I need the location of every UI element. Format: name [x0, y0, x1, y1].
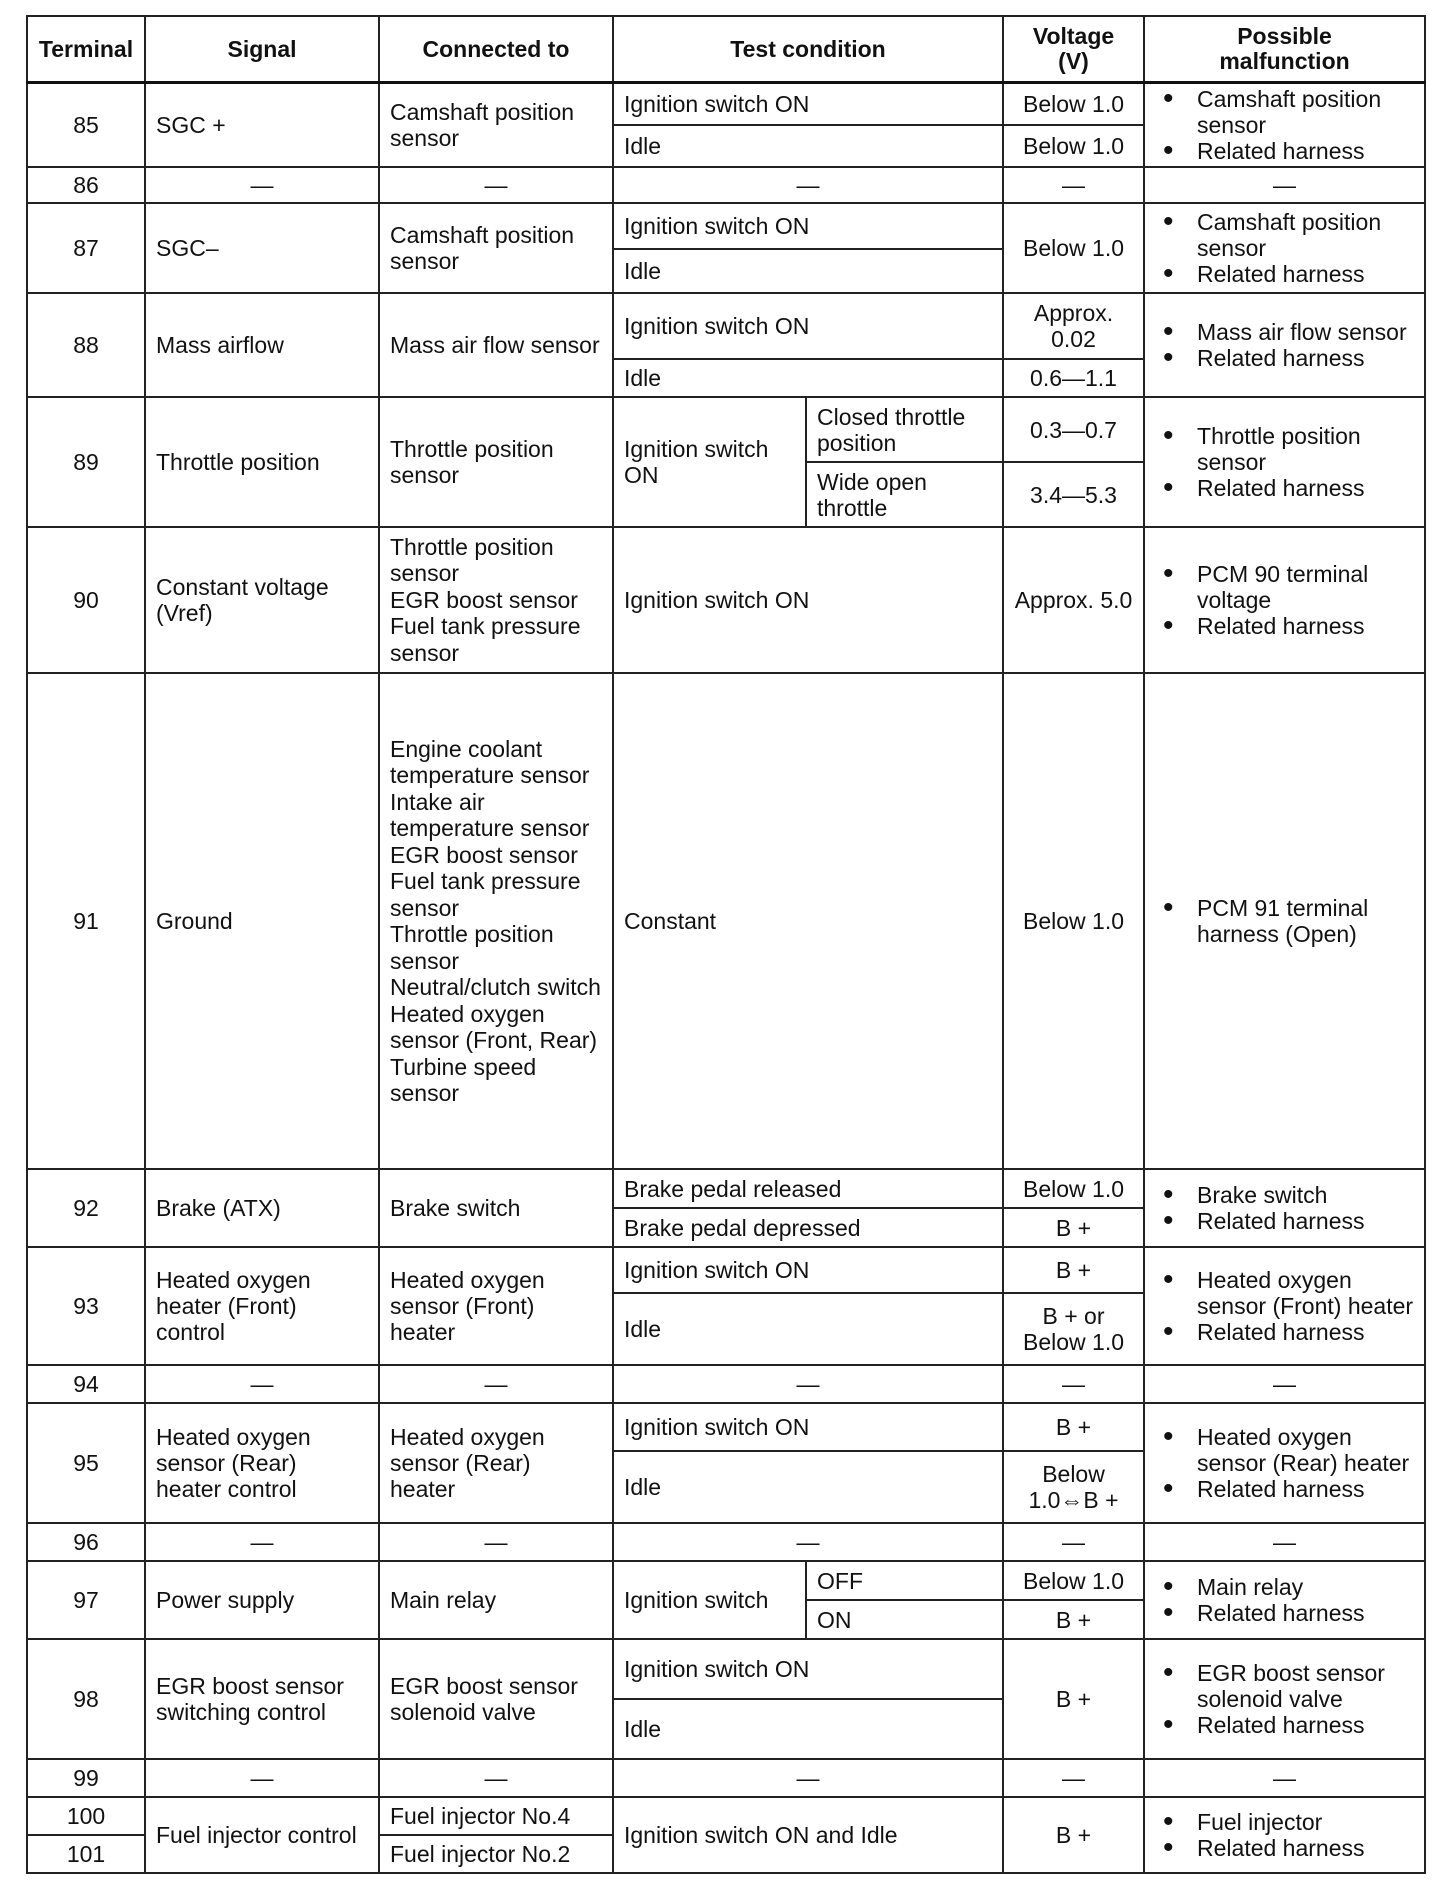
- connected-cell: Heated oxygen sensor (Front) heater: [379, 1247, 613, 1365]
- condition-cell: —: [613, 1365, 1003, 1403]
- connected-item: Fuel tank pressure sensor: [390, 613, 581, 666]
- voltage-cell: —: [1003, 1523, 1144, 1561]
- voltage-cell: B + or Below 1.0: [1003, 1293, 1144, 1365]
- malfunction-item: • PCM 90 terminal voltage: [1163, 561, 1414, 613]
- table-row-93: [27, 1247, 1425, 1293]
- table-row-92: [27, 1169, 1425, 1208]
- header-terminal: Terminal: [27, 16, 145, 83]
- condition-cell: —: [613, 1523, 1003, 1561]
- table-row-88: [27, 293, 1425, 359]
- signal-cell: Ground: [145, 673, 379, 1169]
- malfunction-item: • Brake switch: [1163, 1182, 1414, 1208]
- terminal-number: 92: [27, 1169, 145, 1247]
- connected-item: EGR boost sensor: [390, 841, 578, 868]
- table-row-87: [27, 203, 1425, 249]
- connected-cell: Camshaft position sensor: [379, 83, 613, 168]
- terminal-number: 86: [27, 167, 145, 203]
- connected-cell: Mass air flow sensor: [379, 293, 613, 397]
- malfunction-item: • Related harness: [1163, 345, 1414, 371]
- malfunction-item: • Related harness: [1163, 1835, 1414, 1861]
- malfunction-cell: —: [1144, 1365, 1425, 1403]
- condition-cell: Brake pedal depressed: [613, 1208, 1003, 1247]
- voltage-cell: Approx. 0.02: [1003, 293, 1144, 359]
- malfunction-list: [1144, 83, 1425, 168]
- malfunction-list: [1144, 1639, 1425, 1759]
- header-row: [27, 16, 1425, 83]
- terminal-number: 99: [27, 1759, 145, 1797]
- voltage-cell: —: [1003, 167, 1144, 203]
- connected-item: Intake air temperature sensor: [390, 788, 590, 841]
- signal-cell: —: [145, 167, 379, 203]
- malfunction-item: • Related harness: [1163, 261, 1414, 287]
- connected-item: Fuel tank pressure sensor: [390, 868, 581, 921]
- connected-cell: —: [379, 167, 613, 203]
- terminal-number: 101: [27, 1835, 145, 1873]
- voltage-cell: Below 1.0: [1003, 1561, 1144, 1600]
- table-row-95: [27, 1403, 1425, 1451]
- malfunction-item: • Fuel injector: [1163, 1809, 1414, 1835]
- malfunction-list: [1144, 397, 1425, 527]
- connected-item: EGR boost sensor: [390, 586, 578, 613]
- malfunction-list: [1144, 527, 1425, 673]
- malfunction-cell: —: [1144, 1759, 1425, 1797]
- sub-condition-cell: Wide open throttle: [806, 462, 1003, 527]
- signal-cell: Fuel injector control: [145, 1797, 379, 1873]
- terminal-number: 87: [27, 203, 145, 293]
- malfunction-list: [1144, 1797, 1425, 1873]
- table-row-100: [27, 1797, 1425, 1835]
- connected-cell: —: [379, 1759, 613, 1797]
- terminal-number: 93: [27, 1247, 145, 1365]
- voltage-cell: Below 1.0: [1003, 1169, 1144, 1208]
- connected-cell: Camshaft position sensor: [379, 203, 613, 293]
- signal-cell: —: [145, 1365, 379, 1403]
- signal-cell: Constant voltage (Vref): [145, 527, 379, 673]
- header-signal: Signal: [145, 16, 379, 83]
- table-row-91: [27, 673, 1425, 1169]
- malfunction-list: [1144, 673, 1425, 1169]
- voltage-cell: 0.6—1.1: [1003, 359, 1144, 397]
- voltage-cell: B +: [1003, 1403, 1144, 1451]
- voltage-cell: —: [1003, 1365, 1144, 1403]
- condition-cell: Ignition switch ON and Idle: [613, 1797, 1003, 1873]
- condition-cell: Idle: [613, 1699, 1003, 1759]
- voltage-cell: Below 1.0: [1003, 203, 1144, 293]
- table-row-89: [27, 397, 1425, 462]
- malfunction-cell: —: [1144, 1523, 1425, 1561]
- voltage-cell: B +: [1003, 1247, 1144, 1293]
- condition-cell: Ignition switch ON: [613, 1403, 1003, 1451]
- connected-cell: Main relay: [379, 1561, 613, 1639]
- connected-cell: [379, 673, 613, 1169]
- malfunction-list: [1144, 293, 1425, 397]
- voltage-cell: Below 1.0⇔B +: [1003, 1451, 1144, 1523]
- malfunction-list: [1144, 1561, 1425, 1639]
- condition-cell: Ignition switch ON: [613, 1247, 1003, 1293]
- terminal-number: 98: [27, 1639, 145, 1759]
- malfunction-list: [1144, 1247, 1425, 1365]
- voltage-cell: Approx. 5.0: [1003, 527, 1144, 673]
- voltage-cell: B +: [1003, 1797, 1144, 1873]
- malfunction-item: • Camshaft position sensor: [1163, 86, 1414, 138]
- condition-cell: Ignition switch ON: [613, 203, 1003, 249]
- condition-cell: Ignition switch ON: [613, 527, 1003, 673]
- malfunction-item: • Camshaft position sensor: [1163, 209, 1414, 261]
- terminal-number: 95: [27, 1403, 145, 1523]
- malfunction-item: • Throttle position sensor: [1163, 423, 1414, 475]
- table-row-90: [27, 527, 1425, 673]
- malfunction-item: • Related harness: [1163, 1319, 1414, 1345]
- signal-cell: Heated oxygen heater (Front) control: [145, 1247, 379, 1365]
- header-test-condition: Test condition: [613, 16, 1003, 83]
- terminal-number: 90: [27, 527, 145, 673]
- connected-item: Turbine speed sensor: [390, 1053, 537, 1106]
- condition-cell: Idle: [613, 125, 1003, 167]
- connected-cell: [379, 527, 613, 673]
- voltage-cell: —: [1003, 1759, 1144, 1797]
- connected-item: Heated oxygen sensor (Front, Rear): [390, 1000, 598, 1053]
- terminal-number: 96: [27, 1523, 145, 1561]
- condition-cell: Ignition switch ON: [613, 1639, 1003, 1699]
- condition-cell: Constant: [613, 673, 1003, 1169]
- terminal-number: 91: [27, 673, 145, 1169]
- table-row-85: [27, 83, 1425, 125]
- connected-cell: Throttle position sensor: [379, 397, 613, 527]
- signal-cell: Throttle position: [145, 397, 379, 527]
- condition-cell: Idle: [613, 249, 1003, 293]
- malfunction-item: • Related harness: [1163, 1600, 1414, 1626]
- signal-cell: Heated oxygen sensor (Rear) heater control: [145, 1403, 379, 1523]
- condition-cell: Idle: [613, 1451, 1003, 1523]
- header-possible-malfunction: Possible malfunction: [1144, 16, 1425, 83]
- malfunction-item: • Related harness: [1163, 1208, 1414, 1234]
- terminal-voltage-table: [26, 15, 1426, 1874]
- sub-condition-cell: ON: [806, 1600, 1003, 1639]
- malfunction-item: • Heated oxygen sensor (Front) heater: [1163, 1267, 1414, 1319]
- sub-condition-cell: Closed throttle position: [806, 397, 1003, 462]
- signal-cell: —: [145, 1523, 379, 1561]
- malfunction-item: • Related harness: [1163, 1476, 1414, 1502]
- connected-cell: Fuel injector No.2: [379, 1835, 613, 1873]
- terminal-number: 94: [27, 1365, 145, 1403]
- malfunction-item: • Main relay: [1163, 1574, 1414, 1600]
- malfunction-item: • EGR boost sensor solenoid valve: [1163, 1660, 1414, 1712]
- connected-cell: EGR boost sensor solenoid valve: [379, 1639, 613, 1759]
- condition-cell: Idle: [613, 359, 1003, 397]
- malfunction-list: [1144, 1169, 1425, 1247]
- voltage-cell: Below 1.0: [1003, 83, 1144, 125]
- voltage-cell: B +: [1003, 1600, 1144, 1639]
- malfunction-cell: —: [1144, 167, 1425, 203]
- signal-cell: Brake (ATX): [145, 1169, 379, 1247]
- malfunction-item: • Related harness: [1163, 138, 1414, 164]
- terminal-number: 88: [27, 293, 145, 397]
- condition-cell: Brake pedal released: [613, 1169, 1003, 1208]
- condition-cell: Ignition switch ON: [613, 83, 1003, 125]
- malfunction-list: [1144, 1403, 1425, 1523]
- terminal-number: 85: [27, 83, 145, 168]
- connected-cell: Brake switch: [379, 1169, 613, 1247]
- connected-cell: —: [379, 1523, 613, 1561]
- voltage-cell: Below 1.0: [1003, 673, 1144, 1169]
- terminal-number: 100: [27, 1797, 145, 1835]
- signal-cell: EGR boost sensor switching control: [145, 1639, 379, 1759]
- malfunction-item: • Related harness: [1163, 475, 1414, 501]
- signal-cell: Power supply: [145, 1561, 379, 1639]
- malfunction-item: • Related harness: [1163, 613, 1414, 639]
- table-row-96: [27, 1523, 1425, 1561]
- signal-cell: Mass airflow: [145, 293, 379, 397]
- condition-cell: Ignition switch ON: [613, 397, 806, 527]
- voltage-cell: 0.3—0.7: [1003, 397, 1144, 462]
- header-voltage: Voltage (V): [1003, 16, 1144, 83]
- sub-condition-cell: OFF: [806, 1561, 1003, 1600]
- condition-cell: —: [613, 1759, 1003, 1797]
- malfunction-item: • Mass air flow sensor: [1163, 319, 1414, 345]
- header-connected-to: Connected to: [379, 16, 613, 83]
- voltage-cell: B +: [1003, 1208, 1144, 1247]
- condition-cell: Idle: [613, 1293, 1003, 1365]
- terminal-number: 97: [27, 1561, 145, 1639]
- table-row-99: [27, 1759, 1425, 1797]
- table-row-98: [27, 1639, 1425, 1699]
- table-row-94: [27, 1365, 1425, 1403]
- signal-cell: —: [145, 1759, 379, 1797]
- malfunction-item: • Related harness: [1163, 1712, 1414, 1738]
- connected-cell: —: [379, 1365, 613, 1403]
- connected-item: Neutral/clutch switch: [390, 974, 601, 1000]
- signal-cell: SGC +: [145, 83, 379, 168]
- table-row-86: [27, 167, 1425, 203]
- voltage-cell: B +: [1003, 1639, 1144, 1759]
- condition-cell: Ignition switch: [613, 1561, 806, 1639]
- malfunction-list: [1144, 203, 1425, 293]
- table-row-97: [27, 1561, 1425, 1600]
- connected-item: Engine coolant temperature sensor: [390, 735, 590, 788]
- terminal-voltage-table-sheet: [26, 15, 1424, 1874]
- connected-item: Throttle position sensor: [390, 921, 554, 974]
- connected-item: Throttle position sensor: [390, 533, 554, 587]
- connected-cell: Heated oxygen sensor (Rear) heater: [379, 1403, 613, 1523]
- voltage-cell: 3.4—5.3: [1003, 462, 1144, 527]
- malfunction-item: • PCM 91 terminal harness (Open): [1163, 895, 1414, 947]
- terminal-number: 89: [27, 397, 145, 527]
- malfunction-item: • Heated oxygen sensor (Rear) heater: [1163, 1424, 1414, 1476]
- condition-cell: —: [613, 167, 1003, 203]
- connected-cell: Fuel injector No.4: [379, 1797, 613, 1835]
- condition-cell: Ignition switch ON: [613, 293, 1003, 359]
- signal-cell: SGC–: [145, 203, 379, 293]
- voltage-cell: Below 1.0: [1003, 125, 1144, 167]
